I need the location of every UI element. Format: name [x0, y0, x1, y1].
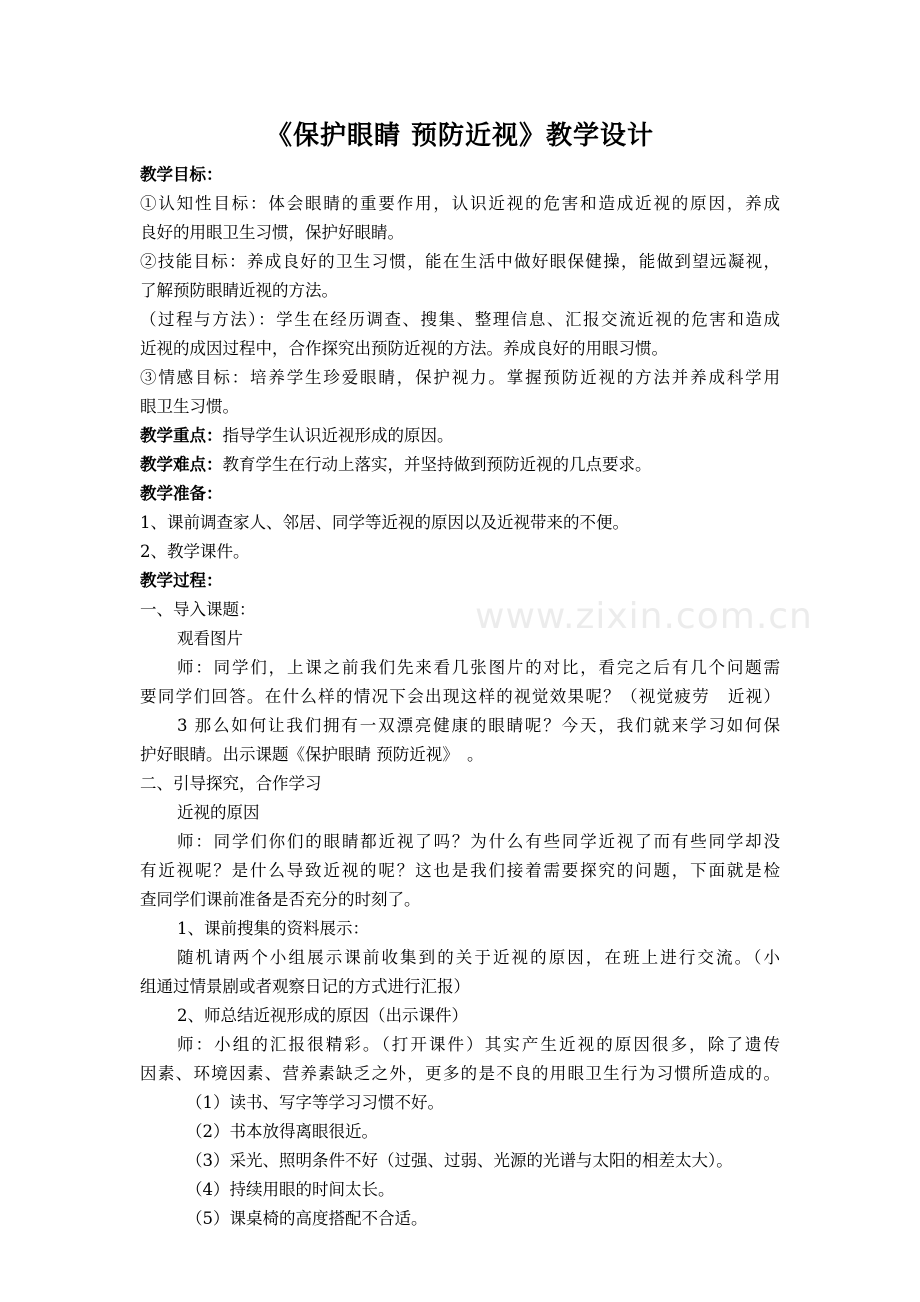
text-line: 二、引导探究，合作学习	[140, 774, 322, 793]
text-line: 要同学们回答。在什么样的情况下会出现这样的视觉效果呢？（视觉疲劳 近视）	[140, 687, 780, 706]
text-line: 近视的原因	[177, 803, 260, 822]
text-line: 师：同学们你们的眼睛都近视了吗？为什么有些同学近视了而有些同学却没	[177, 832, 780, 851]
text-line: 教学过程：	[140, 571, 223, 590]
text-line	[140, 421, 780, 450]
text-line: 3 那么如何让我们拥有一双漂亮健康的眼睛呢？今天，我们就来学习如何保	[177, 716, 780, 735]
watermark: www.zixin.com.cn	[475, 596, 813, 637]
text-line: 有近视呢？是什么导致近视的呢？这也是我们接着需要探究的问题，下面就是检	[140, 861, 780, 880]
text-line: 组通过情景剧或者观察日记的方式进行汇报）	[140, 977, 470, 996]
text-line: 随机请两个小组展示课前收集到的关于近视的原因，在班上进行交流。（小	[177, 948, 780, 967]
text-line: 教学准备：	[140, 484, 223, 503]
text-line: 眼卫生习惯。	[140, 397, 239, 416]
text-line: 教学目标：	[140, 165, 223, 184]
text-line: （1）读书、写字等学习习惯不好。	[186, 1093, 444, 1112]
document-title: 《保护眼睛 预防近视》教学设计	[265, 121, 655, 151]
document-body	[140, 160, 780, 1233]
text-line: 因素、环境因素、营养素缺乏之外，更多的是不良的用眼卫生行为习惯所造成的。	[140, 1064, 780, 1083]
text-line: 良好的用眼卫生习惯，保护好眼睛。	[140, 223, 404, 242]
text-line: 护好眼睛。出示课题《保护眼睛 预防近视》 。	[140, 745, 484, 764]
text-line: 2、师总结近视形成的原因（出示课件）	[177, 1006, 468, 1025]
text-line: 1、课前搜集的资料展示：	[177, 919, 369, 938]
text-line: 观看图片	[177, 629, 243, 648]
text-line: （2）书本放得离眼很近。	[186, 1122, 378, 1141]
section-label: 教学难点：	[140, 455, 223, 474]
section-text: 教育学生在行动上落实，并坚持做到预防近视的几点要求。	[222, 455, 652, 474]
text-line: 师：同学们，上课之前我们先来看几张图片的对比，看完之后有几个问题需	[177, 658, 780, 677]
text-line: 1、课前调查家人、邻居、同学等近视的原因以及近视带来的不便。	[140, 513, 629, 532]
text-line: 师：小组的汇报很精彩。（打开课件）其实产生近视的原因很多，除了遗传	[177, 1035, 780, 1054]
text-line: 了解预防眼睛近视的方法。	[140, 281, 338, 300]
text-line: （过程与方法）：学生在经历调查、搜集、整理信息、汇报交流近视的危害和造成	[140, 310, 780, 329]
text-line: 2、教学课件。	[140, 542, 250, 561]
text-line	[140, 450, 780, 479]
text-line: 查同学们课前准备是否充分的时刻了。	[140, 890, 421, 909]
text-line: 一、导入课题：	[140, 600, 256, 619]
text-line: （5）课桌椅的高度搭配不合适。	[186, 1209, 428, 1228]
text-line: （3）采光、照明条件不好（过强、过弱、光源的光谱与太阳的相差太大）。	[186, 1151, 733, 1170]
text-line: ①认知性目标：体会眼睛的重要作用，认识近视的危害和造成近视的原因，养成	[140, 194, 780, 213]
section-label: 教学重点：	[140, 426, 223, 445]
text-line: ③情感目标：培养学生珍爱眼睛，保护视力。掌握预防近视的方法并养成科学用	[140, 368, 780, 387]
section-text: 指导学生认识近视形成的原因。	[222, 426, 454, 445]
text-line: 近视的成因过程中，合作探究出预防近视的方法。养成良好的用眼习惯。	[140, 339, 668, 358]
text-line: （4）持续用眼的时间太长。	[186, 1180, 395, 1199]
text-line: ②技能目标：养成良好的卫生习惯，能在生活中做好眼保健操，能做到望远凝视，	[140, 252, 780, 271]
